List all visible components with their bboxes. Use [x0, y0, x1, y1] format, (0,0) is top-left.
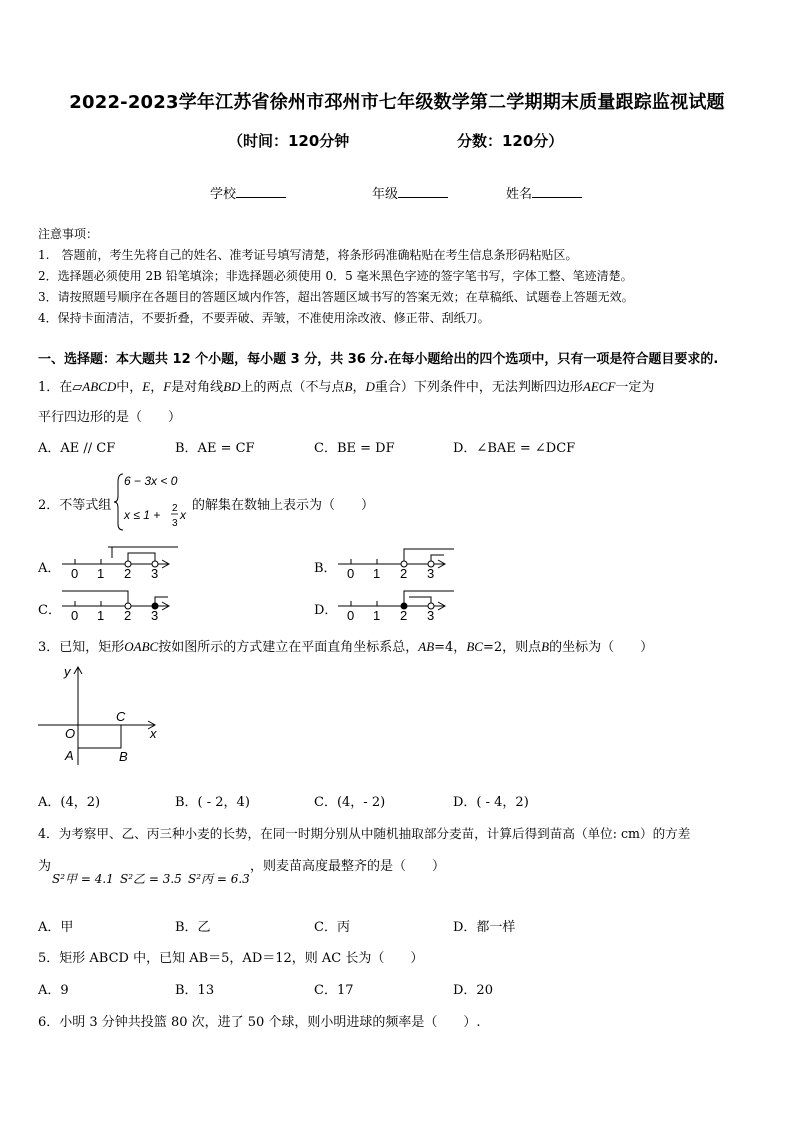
- q3-option-a[interactable]: A．(4，2): [38, 795, 101, 810]
- exam-time: （时间：120分钟: [228, 132, 350, 150]
- svg-text:1: 1: [97, 566, 105, 581]
- name-blank[interactable]: [532, 186, 582, 198]
- question-6: 6．小明 3 分钟共投篮 80 次，进了 50 个球，则小明进球的频率是（ ）.: [38, 1015, 481, 1030]
- y-axis-label: y: [64, 664, 71, 679]
- svg-text:3: 3: [151, 566, 159, 581]
- fraction-numerator: 2: [172, 503, 178, 514]
- q2-option-b[interactable]: B．: [314, 561, 337, 576]
- q4-option-c[interactable]: C．丙: [314, 920, 350, 935]
- variance-jia: S²甲 = 4.1: [52, 872, 114, 886]
- q3-coordinate-figure: [36, 660, 166, 770]
- question-1-line-1: 1．在▱ABCD中，E，F是对角线BD上的两点（不与点B，D重合）下列条件中，无法判断四边形AECF一定为: [38, 379, 655, 395]
- svg-text:3: 3: [427, 608, 435, 623]
- grade-blank[interactable]: [398, 186, 448, 198]
- svg-text:0: 0: [71, 608, 79, 623]
- question-1-line-2: 平行四边形的是（ ）: [38, 410, 182, 425]
- q1-option-c[interactable]: C．BE = DF: [314, 441, 395, 456]
- q4-option-b[interactable]: B．乙: [175, 920, 211, 935]
- section-heading: 一、选择题：本大题共 12 个小题，每小题 3 分，共 36 分.在每小题给出的四个选项中，只有一项是符合题目要求的.: [38, 352, 719, 367]
- notice-item: 2．选择题必须使用 2B 铅笔填涂；非选择题必须使用 0．5 毫米黑色字迹的签字笔书写，字体工整、笔迹清楚。: [38, 269, 633, 283]
- name-field[interactable]: [506, 183, 582, 202]
- svg-text:2: 2: [124, 608, 132, 623]
- svg-text:1: 1: [373, 608, 381, 623]
- page-title: 2022-2023学年江苏省徐州市邳州市七年级数学第二学期期末质量跟踪监视试题: [69, 92, 725, 113]
- question-2-prefix: 2．不等式组: [38, 498, 112, 513]
- svg-text:3: 3: [151, 608, 159, 623]
- point-o-label: O: [65, 726, 76, 741]
- notice-item: 4．保持卡面清洁，不要折叠，不要弄破、弄皱，不准使用涂改液、修正带、刮纸刀。: [38, 311, 490, 325]
- variance-bing: S²丙 = 6.3: [188, 872, 250, 886]
- q3-option-b[interactable]: B．( - 2，4): [175, 795, 250, 810]
- svg-text:2: 2: [400, 566, 408, 581]
- q2-number-line-d: [334, 583, 458, 623]
- question-4-wei: 为: [38, 859, 52, 874]
- q3-option-d[interactable]: D．( - 4，2): [453, 795, 529, 810]
- question-4-suffix: ，则麦苗高度最整齐的是（ ）: [250, 859, 446, 874]
- question-5: 5．矩形 ABCD 中，已知 AB＝5，AD＝12，则 AC 长为（ ）: [38, 951, 424, 966]
- q1-option-a[interactable]: A．AE // CF: [38, 441, 116, 456]
- svg-text:0: 0: [347, 566, 355, 581]
- svg-text:1: 1: [373, 566, 381, 581]
- x-axis-label: x: [150, 726, 157, 741]
- variance-yi: S²乙 = 3.5: [120, 872, 182, 886]
- q2-number-line-a: [58, 541, 178, 581]
- q2-number-line-c: [58, 583, 178, 623]
- q5-option-a[interactable]: A．9: [38, 983, 69, 998]
- svg-text:2: 2: [124, 566, 132, 581]
- point-c-label: C: [116, 709, 126, 724]
- inequality-1: 6 − 3x < 0: [124, 474, 178, 488]
- notice-heading: 注意事项：: [38, 227, 99, 241]
- grade-field[interactable]: [372, 183, 448, 202]
- q2-option-a[interactable]: A．: [38, 561, 61, 576]
- q4-option-d[interactable]: D．都一样: [453, 920, 516, 935]
- q5-option-b[interactable]: B．13: [175, 983, 215, 998]
- q5-option-c[interactable]: C．17: [314, 983, 354, 998]
- school-blank[interactable]: [236, 186, 286, 198]
- question-4-line-1: 4．为考察甲、乙、丙三种小麦的长势，在同一时期分别从中随机抽取部分麦苗，计算后得到苗高（单位: cm）的方差: [38, 826, 691, 841]
- q2-option-c[interactable]: C．: [38, 603, 61, 618]
- question-2-suffix: 的解集在数轴上表示为（ ）: [192, 498, 375, 513]
- svg-text:0: 0: [71, 566, 79, 581]
- svg-text:1: 1: [97, 608, 105, 623]
- grade-label: 年级: [372, 187, 399, 202]
- svg-text:0: 0: [347, 608, 355, 623]
- name-label: 姓名: [506, 187, 533, 202]
- q3-option-c[interactable]: C．(4，- 2): [314, 795, 386, 810]
- inequality-2: x ≤ 1 +: [124, 508, 161, 522]
- inequality-2-x: x: [180, 508, 186, 522]
- q2-option-d[interactable]: D．: [314, 603, 338, 618]
- svg-text:2: 2: [400, 608, 408, 623]
- q4-option-a[interactable]: A．甲: [38, 920, 74, 935]
- fraction-denominator: 3: [172, 518, 178, 529]
- q1-option-b[interactable]: B．AE = CF: [175, 441, 255, 456]
- inequality-system: [114, 470, 194, 534]
- svg-text:3: 3: [427, 566, 435, 581]
- point-b-label: B: [119, 749, 128, 764]
- notice-item: 1. 答题前，考生先将自己的姓名、准考证号填写清楚，将条形码准确粘贴在考生信息条形码粘贴区。: [38, 248, 578, 262]
- q1-option-d[interactable]: D．∠BAE = ∠DCF: [453, 441, 576, 456]
- q5-option-d[interactable]: D．20: [453, 983, 493, 998]
- point-a-label: A: [65, 748, 74, 763]
- school-field[interactable]: [210, 183, 286, 202]
- exam-score: 分数：120分）: [457, 132, 564, 150]
- question-3: 3．已知，矩形OABC按如图所示的方式建立在平面直角坐标系总，AB=4，BC=2，则点B的坐标为（ ）: [38, 639, 654, 655]
- school-label: 学校: [210, 187, 237, 202]
- notice-item: 3．请按照题号顺序在各题目的答题区域内作答，超出答题区域书写的答案无效；在草稿纸、试题卷上答题无效。: [38, 290, 634, 304]
- q2-number-line-b: [334, 541, 458, 581]
